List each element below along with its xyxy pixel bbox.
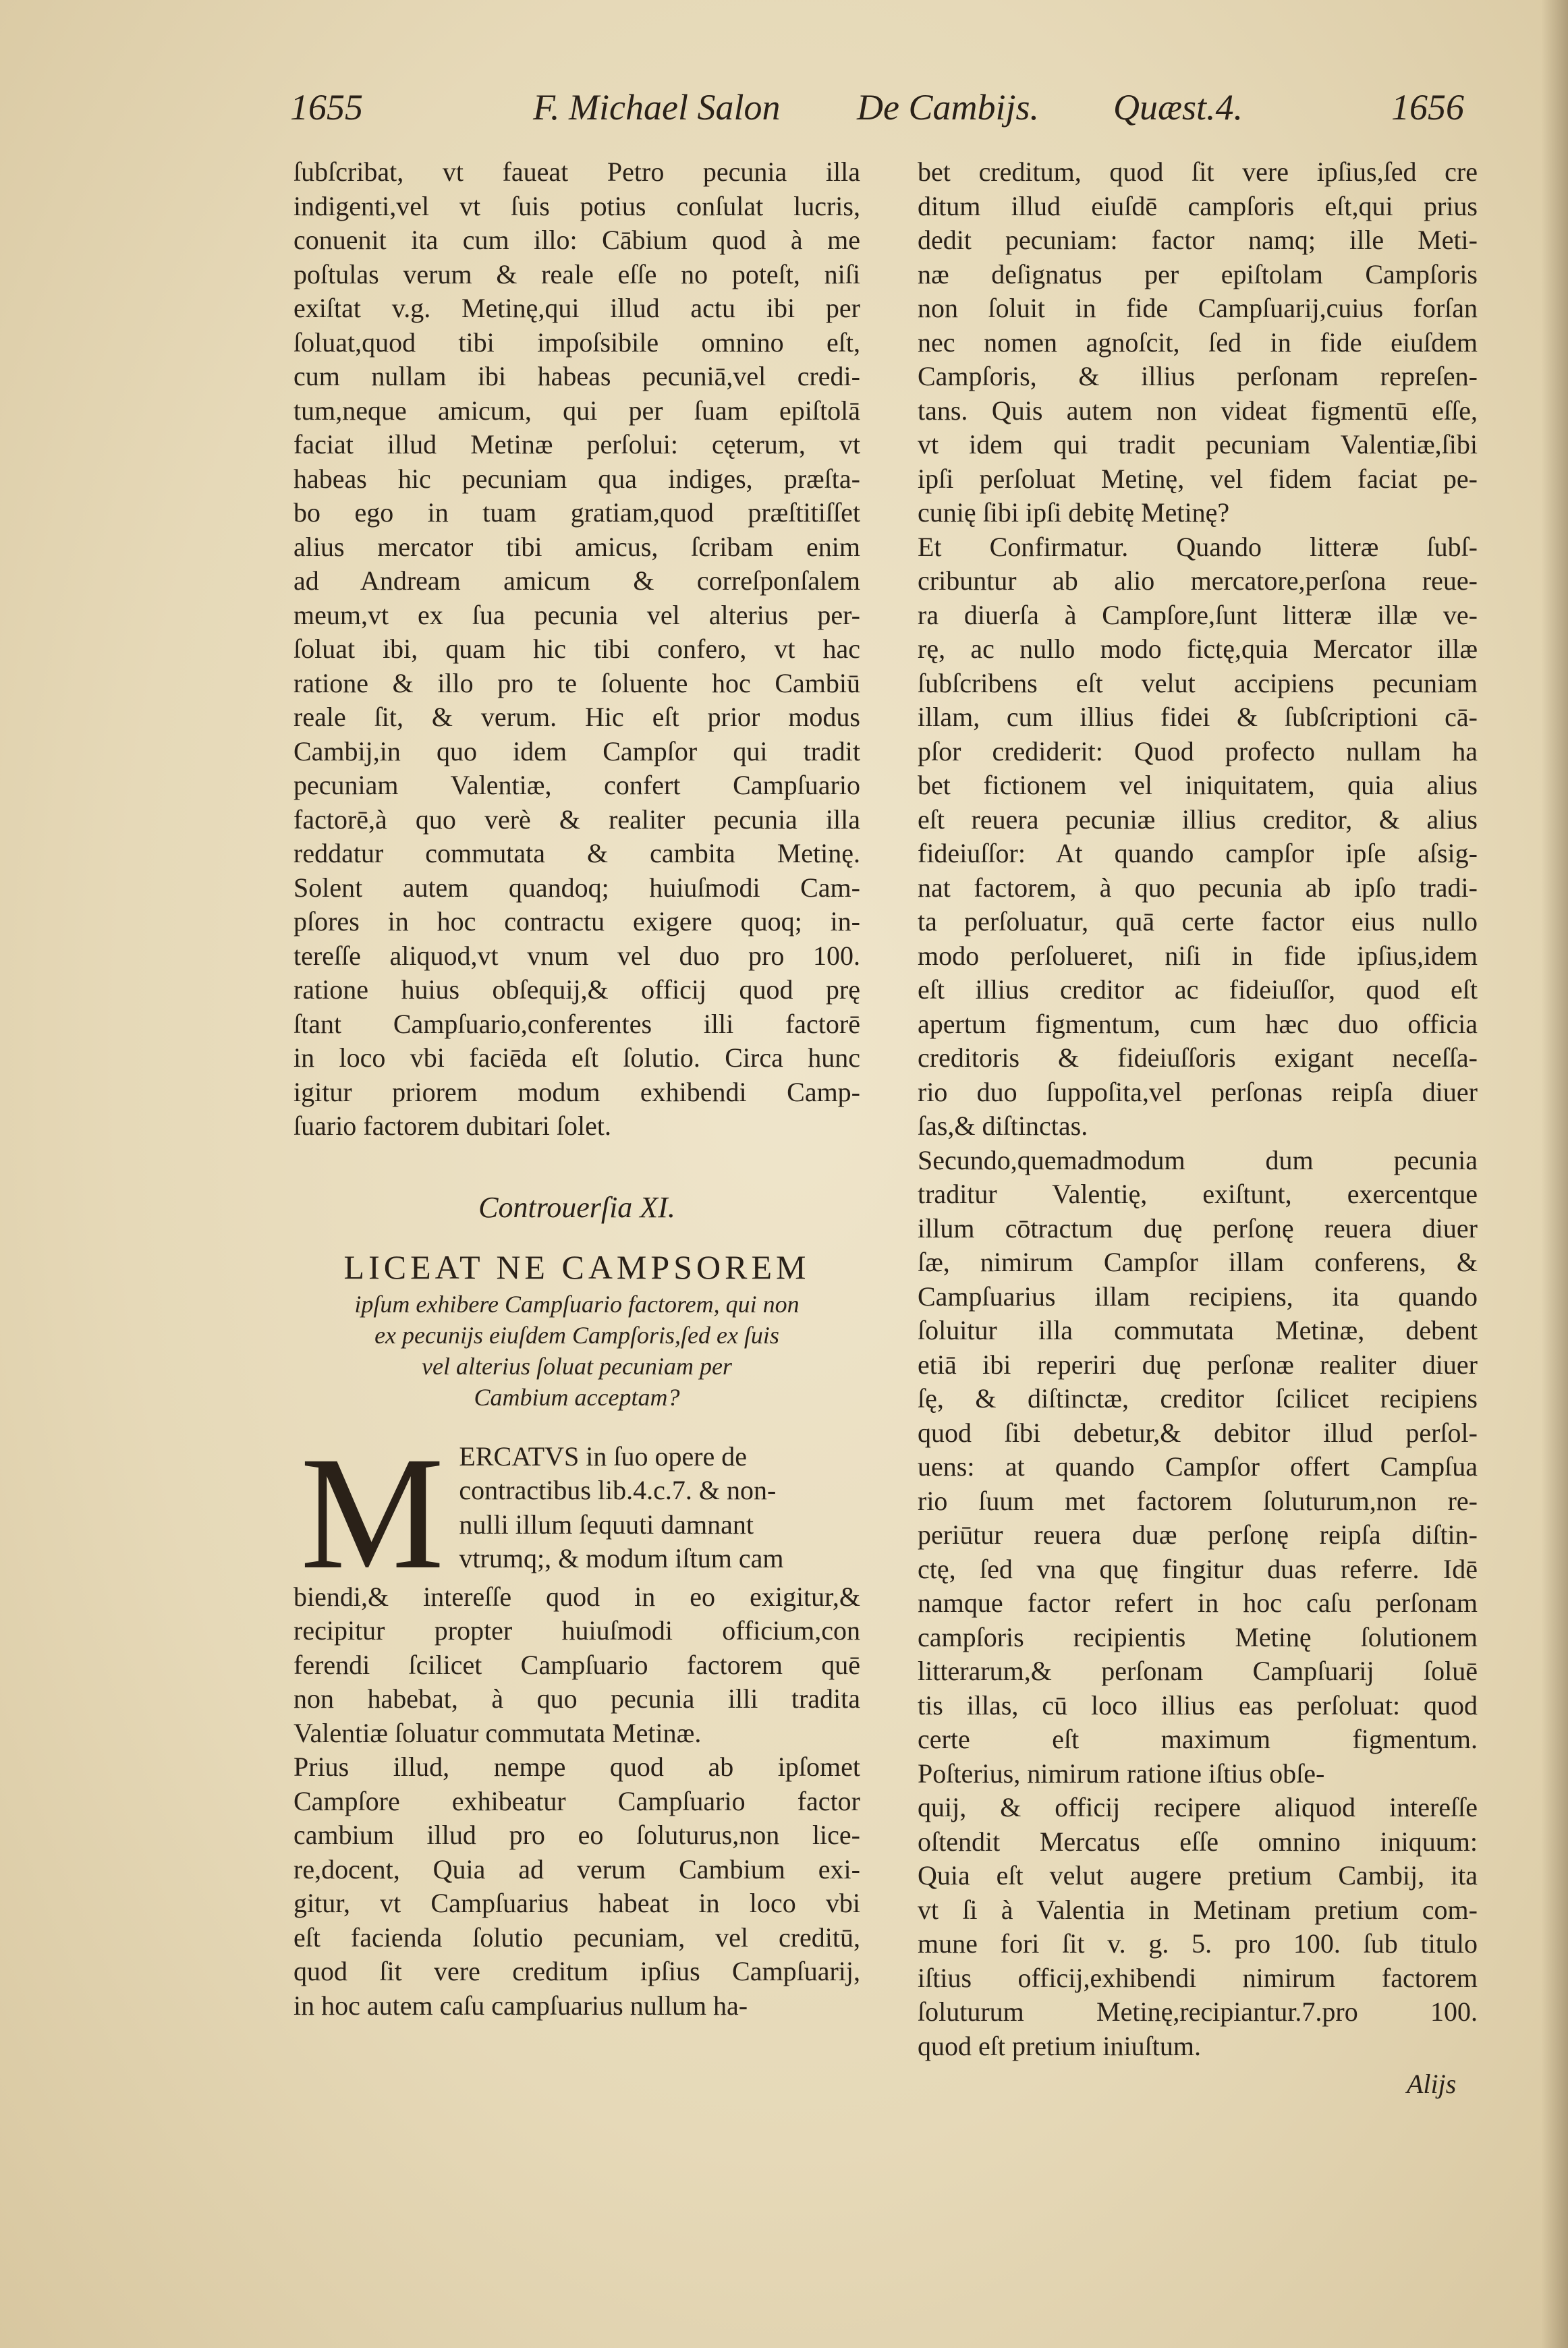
- text-line: nulli illum ſequuti damnant: [459, 1509, 754, 1540]
- text-line: cum nullam ibi habeas pecuniā,vel credi-: [293, 361, 860, 391]
- text-line: etiā ibi reperiri duę perſonæ realiter diuer: [918, 1349, 1478, 1380]
- text-line: ipſum exhibere Campſuario factorem, qui non: [354, 1290, 800, 1318]
- text-line: ra diuerſa à Campſore,ſunt litteræ illæ ve-: [918, 599, 1478, 630]
- page-number-right: 1656: [1391, 87, 1464, 128]
- page-number-left: 1655: [290, 87, 363, 128]
- text-line: apertum figmentum, cum hæc duo officia: [918, 1008, 1478, 1039]
- text-line: Cambij,in quo idem Campſor qui tradit: [293, 735, 860, 766]
- text-line: eſt facienda ſolutio pecuniam, vel creditū,: [293, 1922, 860, 1953]
- text-line: habeas hic pecuniam qua indiges, præſta-: [293, 463, 860, 494]
- text-line: uens: at quando Campſor offert Campſua: [918, 1451, 1478, 1482]
- text-line: ſoluturum Metinę,recipiantur.7.pro 100.: [918, 1996, 1478, 2027]
- text-line: vel alterius ſoluat pecuniam per: [422, 1352, 732, 1380]
- text-line: ſubſcribat, vt faueat Petro pecunia illa: [293, 157, 860, 187]
- text-line: pſores in hoc contractu exigere quoq; in-: [293, 906, 860, 937]
- catchword: Alijs: [1407, 2069, 1457, 2099]
- page-shadow: [1541, 0, 1568, 2348]
- text-line: Poſterius, nimirum ratione iſtius obſe-: [918, 1758, 1325, 1789]
- text-line: quod eſt pretium iniuſtum.: [918, 2030, 1201, 2061]
- text-line: cribuntur ab alio mercatore,perſona reue-: [918, 565, 1478, 596]
- text-line: Et Confirmatur. Quando litteræ ſubſ-: [918, 531, 1478, 562]
- text-line: Solent autem quandoq; huiuſmodi Cam-: [293, 872, 860, 903]
- text-line: Campſoris, & illius perſonam repreſen-: [918, 361, 1478, 391]
- text-line: ta perſoluatur, quā certe factor eius nullo: [918, 906, 1478, 937]
- text-line: certe eſt maximum figmentum.: [918, 1724, 1478, 1754]
- text-line: bo ego in tuam gratiam,quod præſtitiſſet: [293, 497, 860, 528]
- text-line: Prius illud, nempe quod ab ipſomet: [293, 1752, 860, 1782]
- text-line: alius mercator tibi amicus, ſcribam enim: [293, 531, 860, 562]
- text-line: eſt illius creditor ac fideiuſſor, quod eſt: [918, 974, 1478, 1005]
- text-line: litterarum,& perſonam Campſuarij ſoluē: [918, 1656, 1478, 1686]
- text-line: ſtant Campſuario,conferentes illi factorē: [293, 1008, 860, 1039]
- text-line: illam, cum illius fidei & ſubſcriptioni cā-: [918, 702, 1478, 732]
- text-line: Quia eſt velut augere pretium Cambij, ita: [918, 1860, 1478, 1891]
- header-author: F. Michael Salon: [533, 87, 781, 128]
- text-line: nat factorem, à quo pecunia ab ipſo tradi-: [918, 872, 1478, 903]
- text-line: igitur priorem modum exhibendi Camp-: [293, 1076, 860, 1107]
- text-line: Campſuarius illam recipiens, ita quando: [918, 1281, 1478, 1312]
- text-line: ctę, ſed vna quę fingitur duas referre. Idē: [918, 1553, 1478, 1584]
- header-title: De Cambijs.: [857, 87, 1039, 128]
- text-line: creditoris & fideiuſſoris exigant neceſſa-: [918, 1042, 1478, 1073]
- text-line: biendi,& intereſſe quod in eo exigitur,&: [293, 1581, 860, 1612]
- text-line: ex pecunijs eiuſdem Campſoris,ſed ex ſuis: [374, 1321, 779, 1349]
- text-line: ad Andream amicum & correſponſalem: [293, 565, 860, 596]
- text-line: conuenit ita cum illo: Cābium quod à me: [293, 225, 860, 255]
- text-line: rio ſuum met factorem ſoluturum,non re-: [918, 1485, 1478, 1516]
- text-line: ſas,& diſtinctas.: [918, 1111, 1088, 1141]
- text-line: mune fori ſit v. g. 5. pro 100. ſub titulo: [918, 1928, 1478, 1959]
- text-line: ſoluitur illa commutata Metinæ, debent: [918, 1315, 1478, 1345]
- text-line: poſtulas verum & reale eſſe no poteſt, niſi: [293, 258, 860, 289]
- text-line: oſtendit Mercatus eſſe omnino iniquum:: [918, 1826, 1478, 1857]
- text-line: Valentiæ ſoluatur commutata Metinæ.: [293, 1717, 702, 1748]
- text-line: reale ſit, & verum. Hic eſt prior modus: [293, 702, 860, 732]
- text-line: ERCATVS in ſuo opere de: [459, 1441, 748, 1472]
- text-line: in loco vbi faciēda eſt ſolutio. Circa hunc: [293, 1042, 860, 1073]
- text-line: indigenti,vel vt ſuis potius conſulat lucris,: [293, 190, 860, 221]
- text-line: namque factor refert in hoc caſu perſonam: [918, 1588, 1478, 1618]
- running-header: [290, 86, 1464, 140]
- text-line: bet creditum, quod ſit vere ipſius,ſed cre: [918, 157, 1478, 187]
- controversia-heading: Controuerſia XI.: [478, 1190, 675, 1224]
- text-line: bet fictionem vel iniquitatem, quia alius: [918, 770, 1478, 800]
- text-line: rio duo ſuppoſita,vel perſonas reipſa diuer: [918, 1076, 1478, 1107]
- text-line: nec nomen agnoſcit, ſed in fide eiuſdem: [918, 327, 1478, 358]
- right-column: [918, 155, 1478, 2063]
- text-line: quij, & officij recipere aliquod intereſſe: [918, 1792, 1478, 1822]
- text-line: quod ſibi debetur,& debitor illud perſol-: [918, 1417, 1478, 1448]
- text-line: fideiuſſor: At quando campſor ipſe aſsig-: [918, 838, 1478, 868]
- text-line: cunię ſibi ipſi debitę Metinę?: [918, 497, 1230, 528]
- text-line: non habebat, à quo pecunia illi tradita: [293, 1683, 860, 1714]
- text-line: tum,neque amicum, qui per ſuam epiſtolā: [293, 395, 860, 426]
- text-line: in hoc autem caſu campſuarius nullum ha-: [293, 1990, 748, 2021]
- left-column: [293, 155, 860, 2023]
- dropcap-paragraph: [293, 1422, 860, 2023]
- text-line: dedit pecuniam: factor namq; ille Meti-: [918, 225, 1478, 255]
- text-line: factorē,à quo verè & realiter pecunia illa: [293, 804, 860, 835]
- text-line: tereſſe aliquod,vt vnum vel duo pro 100.: [293, 940, 860, 971]
- text-line: ſuario factorem dubitari ſolet.: [293, 1111, 611, 1141]
- text-line: Secundo,quemadmodum dum pecunia: [918, 1144, 1478, 1175]
- text-line: modo perſolueret, niſi in fide ipſius,idem: [918, 940, 1478, 971]
- text-line: quod ſit vere creditum ipſius Campſuarij,: [293, 1956, 860, 1986]
- text-line: exiſtat v.g. Metinę,qui illud actu ibi per: [293, 293, 860, 323]
- text-line: eſt reuera pecuniæ illius creditor, & alius: [918, 804, 1478, 835]
- question-subtitle: [293, 1289, 860, 1413]
- text-line: vtrumq;, & modum iſtum cam: [459, 1543, 784, 1573]
- text-line: periūtur reuera duæ perſonę reipſa diſtin-: [918, 1519, 1478, 1550]
- text-line: vt ſi à Valentia in Metinam pretium com-: [918, 1894, 1478, 1925]
- text-line: rę, ac nullo modo fictę,quia Mercator illæ: [918, 634, 1478, 664]
- text-line: recipitur propter huiuſmodi officium,con: [293, 1615, 860, 1646]
- right-column-text: [918, 155, 1478, 2063]
- text-line: næ deſignatus per epiſtolam Campſoris: [918, 258, 1478, 289]
- text-line: faciat illud Metinæ perſolui: cęterum, vt: [293, 429, 860, 459]
- text-line: gitur, vt Campſuarius habeat in loco vbi: [293, 1888, 860, 1918]
- dropcap-letter: M: [300, 1422, 445, 1602]
- text-line: ſubſcribens eſt velut accipiens pecuniam: [918, 667, 1478, 698]
- text-line: tans. Quis autem non videat figmentū eſſe,: [918, 395, 1478, 426]
- text-line: ſoluat ibi, quam hic tibi confero, vt hac: [293, 634, 860, 664]
- text-line: campſoris recipientis Metinę ſolutionem: [918, 1621, 1478, 1652]
- text-line: iſtius officij,exhibendi nimirum factorem: [918, 1962, 1478, 1993]
- text-line: ſę, & diſtinctæ, creditor ſcilicet recipiens: [918, 1383, 1478, 1414]
- text-line: non ſoluit in fide Campſuarij,cuius forſan: [918, 293, 1478, 323]
- text-line: ſæ, nimirum Campſor illam conferens, &: [918, 1247, 1478, 1277]
- text-line: contractibus lib.4.c.7. & non-: [459, 1475, 777, 1505]
- text-line: illum cōtractum duę perſonę reuera diuer: [918, 1212, 1478, 1243]
- text-line: traditur Valentię, exiſtunt, exercentque: [918, 1179, 1478, 1209]
- text-line: ipſi perſoluat Metinę, vel fidem faciat pe-: [918, 463, 1478, 494]
- text-line: vt idem qui tradit pecuniam Valentiæ,ſibi: [918, 429, 1478, 459]
- text-line: Campſore exhibeatur Campſuario factor: [293, 1785, 860, 1816]
- text-line: pſor crediderit: Quod profecto nullam ha: [918, 735, 1478, 766]
- question-title: LICEAT NE CAMPSOREM: [343, 1248, 810, 1286]
- text-line: ſoluat,quod tibi impoſsibile omnino eſt,: [293, 327, 860, 358]
- text-line: tis illas, cū loco illius eas perſoluat: quod: [918, 1689, 1478, 1721]
- text-line: ditum illud eiuſdē campſoris eſt,qui prius: [918, 190, 1478, 221]
- text-line: meum,vt ex ſua pecunia vel alterius per-: [293, 599, 860, 630]
- header-quaestio: Quæst.4.: [1113, 87, 1243, 128]
- text-line: re,docent, Quia ad verum Cambium exi-: [293, 1853, 860, 1884]
- text-line: reddatur commutata & cambita Metinę.: [293, 838, 860, 868]
- left-body-text: [293, 1580, 860, 2023]
- text-line: pecuniam Valentiæ, confert Campſuario: [293, 770, 860, 800]
- text-line: Cambium acceptam?: [474, 1383, 680, 1411]
- text-line: ferendi ſcilicet Campſuario factorem quē: [293, 1649, 860, 1680]
- text-line: cambium illud pro eo ſoluturus,non lice-: [293, 1820, 860, 1850]
- text-line: ratione huius obſequij,& officij quod prę: [293, 974, 860, 1005]
- text-line: ratione & illo pro te ſoluente hoc Cambiū: [293, 667, 860, 698]
- left-column-text: [293, 155, 860, 1144]
